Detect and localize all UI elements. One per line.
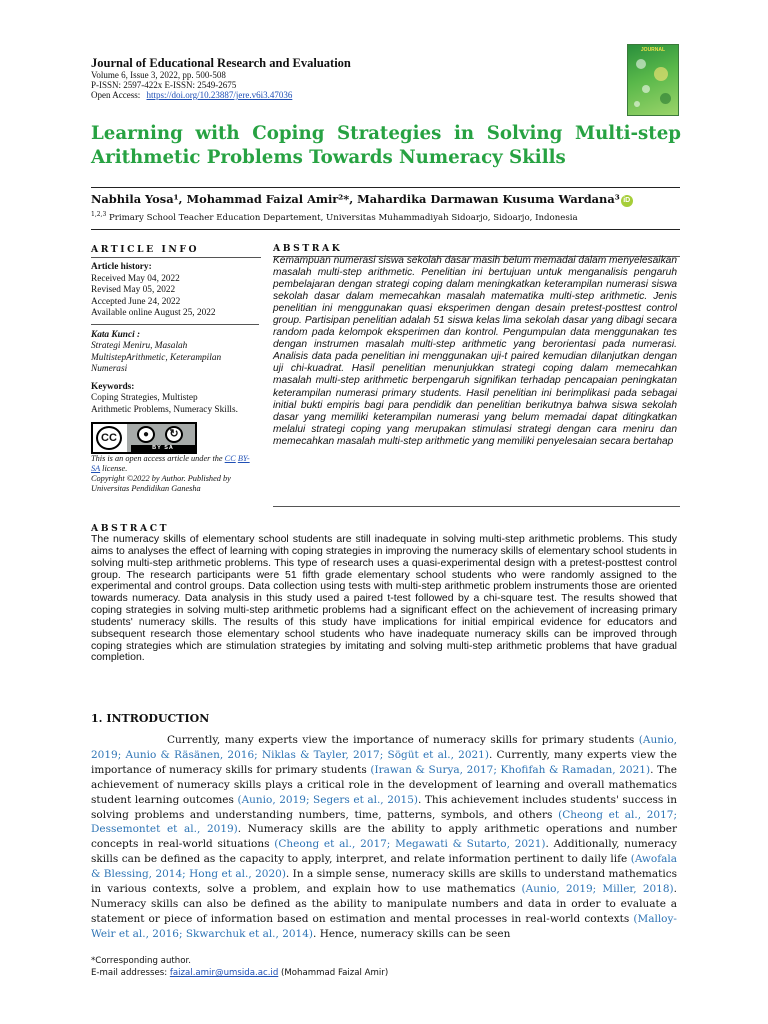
article-info (91, 262, 259, 416)
citation[interactable]: (Aunio, 2019; Aunio & Räsänen, 2016; Niklas & Tayler, 2017; Sögüt et al., 2021) (91, 734, 677, 761)
issn-line: P-ISSN: 2597-422x E-ISSN: 2549-2675 (91, 80, 237, 90)
citation[interactable]: (Cheong et al., 2017; Megawati & Sutarto, 2021) (274, 838, 546, 851)
article-title: Learning with Coping Strategies in Solving Multi-step Arithmetic Problems Towards Numeracy Skills (91, 123, 681, 168)
paragraph-text: . In a simple sense, numeracy skills are skills to understand mathematics in various contexts, solve a problem, and explain how to use mathematics (91, 868, 677, 896)
paragraph-text: . Additionally, numeracy skills can be defined as the capacity to apply, interpret, and relate information pertinent to daily life (91, 838, 677, 866)
paragraph-text: . Currently, many experts view the importance of numeracy skills for primary students (91, 748, 677, 776)
article-info-heading: ARTICLE INFO (91, 244, 200, 255)
affiliation (91, 211, 578, 223)
abstrak-heading: ABSTRAK (273, 243, 343, 254)
kata-kunci-line: Strategi Meniru, Masalah (91, 341, 188, 351)
citation[interactable]: (Cheong et al., 2017; Dessemontet et al., 2019) (91, 808, 677, 836)
introduction-body (91, 733, 677, 942)
journal-name: Journal of Educational Research and Evaluation (91, 56, 351, 70)
author-names: Nabhila Yosa¹, Mohammad Faizal Amir²*, Mahardika Darmawan Kusuma Wardana³ (91, 192, 620, 206)
history-label: Article history: (91, 262, 152, 272)
kata-kunci-line: MultistepArithmetic, Keterampilan (91, 352, 222, 363)
revised-date: Revised May 05, 2022 (91, 285, 176, 295)
paragraph-text: . Hence, numeracy skills can be seen (313, 927, 511, 940)
email-owner: (Mohammad Faizal Amir) (278, 968, 389, 978)
citation[interactable]: (Aunio, 2019; Miller, 2018) (521, 883, 674, 896)
footnote (91, 955, 388, 979)
paragraph-text: Currently, many experts view the importance of numeracy skills for primary students (167, 734, 639, 746)
citation[interactable]: (Aunio, 2019; Segers et al., 2015) (237, 793, 419, 806)
paragraph-text: . The achievement of numeracy skills plays a critical role in the development of learning and overall mathematics student learning outcomes (91, 763, 678, 806)
corresponding-author-note: *Corresponding author. (91, 956, 191, 966)
keywords-line: Arithmetic Problems, Numeracy Skills. (91, 404, 238, 415)
license-statement (91, 454, 256, 494)
open-access-label: Open Access: (91, 90, 141, 100)
abstract-heading: ABSTRACT (91, 523, 170, 534)
orcid-icon[interactable]: iD (621, 195, 633, 207)
introduction-heading: 1. INTRODUCTION (91, 712, 210, 725)
paragraph-text: . Numeracy skills are the ability to apply arithmetic operations and number concepts in real-world situations (91, 823, 677, 851)
accepted-date: Accepted June 24, 2022 (91, 296, 181, 307)
citation[interactable]: (Malloy-Weir et al., 2016; Skwarchuk et al., 2014) (91, 912, 677, 940)
divider (273, 506, 680, 507)
citation[interactable]: (Awofala & Blessing, 2014; Hong et al., 2020) (91, 853, 677, 881)
email-line (91, 967, 388, 979)
share-alike-icon: ↻ (165, 426, 183, 443)
author-email-link[interactable]: faizal.amir@umsida.ac.id (169, 968, 279, 978)
email-label: E-mail addresses: (91, 968, 170, 978)
abstrak-text: Kemampuan numerasi siswa sekolah dasar masih belum memadai dalam menyelesaikan masalah multi-step arithmetic. Penelitian ini bertujuan untuk menganalisis pengaruh pembelajaran dengan strategi coping dalam meningkatkan keterampilan numerasi siswa sekolah dasar dalam memecahkan masalah matematika multi-step arithmetic. Jenis penelitian ini menggunakan quasi eksperimen dengan desain pretest-posttest control group. Partisipan penelitian adalah 51 siswa kelas lima sekolah dasar yang dibagi secara random pada kelompok eksperimen dan kontrol. Pengumpulan data menggunakan tes dengan instrumen masalah multi-step arithmetic yang berorientasi pada numerasi. Analisis data pada penelitian ini menggunakan uji-t paired kemudian dilanjutkan dengan uji chi-kuadrat. Hasil penelitian menunjukkan strategi coping dalam memecahkan masalah multi-step arithmetic berpengaruh signifikan terhadap pencapaian peningkatan keterampilan numerasi primary students. Hasil penelitian ini berimplikasi pada sebagai initial bukti empiris bagi para pendidik dan penelitian berikutnya bahwa siswa sekolah dasar yang memiliki keterampilan numerasi yang belum memadai dapat ditingkatkan melalui strategi coping yang merupakan stimulasi strategi dengan cara meniru dan memecahkan masalah multi-step arithmetic yang memiliki penyelesaian secara bertahap (273, 255, 677, 447)
available-date: Available online August 25, 2022 (91, 308, 216, 318)
affiliation-marks: 1,2,3 (91, 211, 107, 218)
paragraph-text: . This achievement includes students' success in solving problems and understanding numbers, time, patterns, symbols, and others (91, 793, 677, 821)
attribution-icon: ● (137, 426, 155, 443)
by-sa-label: BY SA (131, 445, 195, 452)
affiliation-text: Primary School Teacher Education Departement, Universitas Muhammadiyah Sidoarjo, Sidoarjo, Indonesia (109, 212, 578, 223)
kata-kunci-label: Kata Kunci : (91, 329, 141, 340)
kata-kunci-line: Numerasi (91, 364, 128, 374)
license-text: license. (100, 464, 128, 473)
license-text: This is an open access article under the (91, 454, 225, 463)
keywords-label: Keywords: (91, 381, 135, 392)
divider (91, 187, 680, 188)
cc-icon: CC (96, 426, 122, 450)
abstract-text: The numeracy skills of elementary school students are still inadequate in solving multi-step arithmetic problems. This study aims to analyses the effect of learning with coping strategies in improving the numeracy skills of elementary school students in solving multi-step arithmetic problems. This type of research uses a quasi-experimental design with a pretest-posttest control group. The research participants were 51 fifth grade elementary school students who were randomly assigned to the experimental and control groups. Data collection using tests with multi-step arithmetic problem instruments those are oriented towards numeracy. Data analysis in this study used a paired t-test followed by a chi-square test. The results showed that coping strategies in solving multi-step arithmetic problems had a significant effect on the achievement of increasing primary students' numeracy skills. The results of this study have implications for initial empirical evidence for educators and subsequent research those elementary school students who have inadequate numeracy skills can be improved through coping strategies which are stimulation strategies by imitating and solving multi-step arithmetic problems that have gradual completion. (91, 533, 677, 664)
license-link-by-sa[interactable]: BY-SA (91, 454, 250, 473)
copyright-text: Copyright ©2022 by Author. Published by Universitas Pendidikan Ganesha (91, 474, 231, 493)
open-access-line (91, 90, 292, 100)
divider (91, 257, 261, 258)
paragraph-text: . Numeracy skills can also be defined as the ability to manipulate numbers and data in order to evaluate a statement or piece of information based on estimation and mental processes in real-world contexts (91, 883, 677, 925)
cover-title: JOURNAL (640, 47, 666, 53)
doi-link[interactable]: https://doi.org/10.23887/jere.v6i3.47036 (146, 90, 293, 100)
divider (91, 229, 680, 230)
keywords-line: Coping Strategies, Multistep (91, 393, 198, 403)
received-date: Received May 04, 2022 (91, 273, 180, 284)
cc-by-sa-license-badge[interactable] (91, 422, 197, 454)
divider (91, 324, 259, 325)
volume-line: Volume 6, Issue 3, 2022, pp. 500-508 (91, 70, 226, 80)
journal-cover-image (627, 44, 679, 116)
license-link-cc[interactable]: CC (224, 454, 236, 463)
author-list (91, 192, 633, 207)
citation[interactable]: (Irawan & Surya, 2017; Khofifah & Ramadan, 2021) (370, 763, 651, 776)
